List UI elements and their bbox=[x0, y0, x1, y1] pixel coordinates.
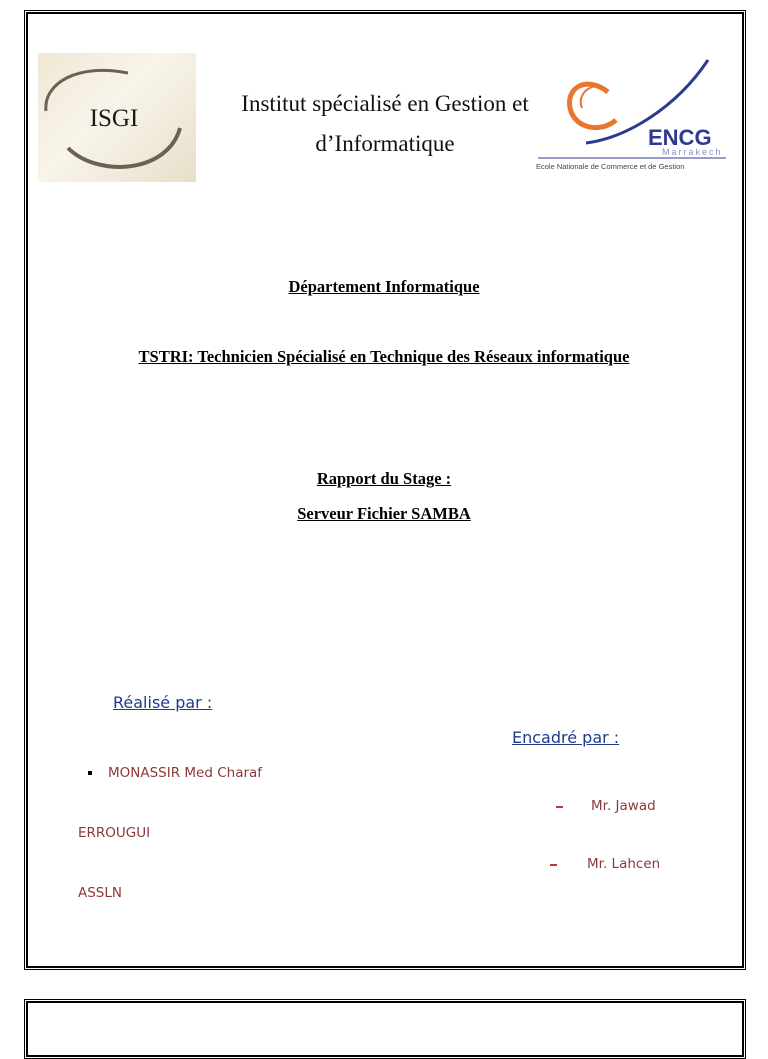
encg-logo-city: Marrakech bbox=[662, 147, 723, 157]
square-bullet-icon bbox=[88, 771, 92, 775]
supervisor-1: Mr. Jawad bbox=[591, 798, 656, 814]
next-page-border bbox=[24, 999, 746, 1059]
supervisor-2: Mr. Lahcen bbox=[587, 856, 661, 872]
supervisors-label: Encadré par : bbox=[512, 728, 620, 747]
report-title: Rapport du Stage : bbox=[316, 469, 452, 488]
author-extra-line: ASSLN bbox=[78, 885, 122, 901]
dash-bullet-icon bbox=[550, 864, 557, 866]
encg-swoosh-icon bbox=[536, 58, 730, 178]
isgi-logo bbox=[38, 53, 196, 182]
department-heading: Département Informatique bbox=[288, 277, 480, 296]
encg-logo-fullname: Ecole Nationale de Commerce et de Gestion bbox=[536, 162, 685, 171]
encg-logo-name: ENCG bbox=[648, 125, 712, 150]
encg-logo bbox=[536, 58, 730, 178]
institute-name bbox=[200, 84, 570, 164]
author-name-line-1: MONASSIR Med Charaf bbox=[108, 765, 263, 781]
authors-label: Réalisé par : bbox=[113, 693, 213, 712]
isgi-logo-text: ISGI bbox=[89, 105, 139, 132]
program-heading: TSTRI: Technicien Spécialisé en Technique des Réseaux informatique bbox=[138, 347, 630, 366]
author-name-line-2: ERROUGUI bbox=[78, 825, 151, 841]
dash-bullet-icon bbox=[556, 806, 563, 808]
institute-line-2: d’Informatique bbox=[315, 131, 455, 156]
report-subject: Serveur Fichier SAMBA bbox=[297, 504, 471, 523]
institute-line-1: Institut spécialisé en Gestion et bbox=[241, 91, 529, 116]
